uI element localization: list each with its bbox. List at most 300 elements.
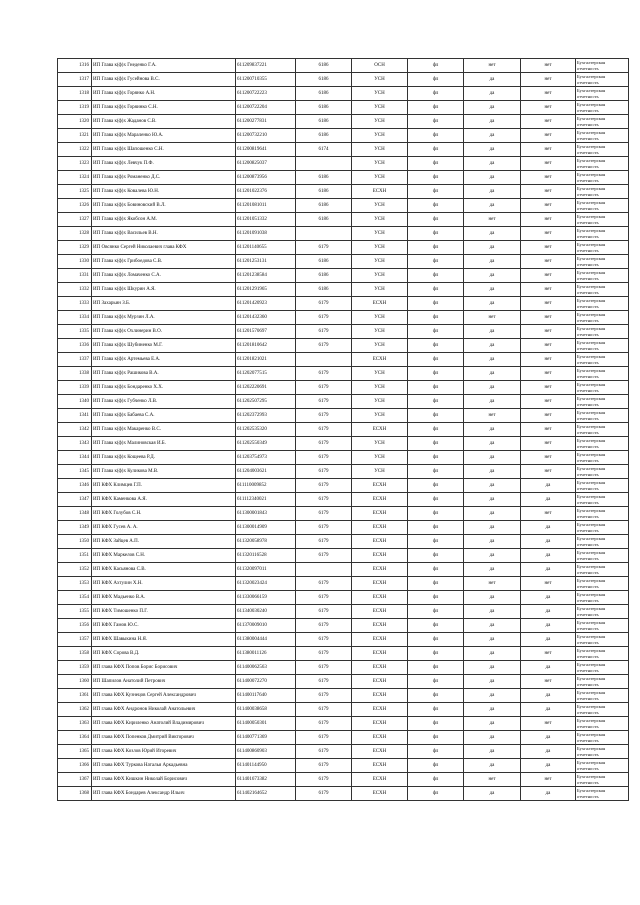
table-row	[58, 633, 629, 647]
name-cell: ИП Глава к(ф)х Шкурин А.Я.	[92, 283, 236, 297]
tax-regime-cell: ЕСХН	[352, 423, 408, 437]
row-number-cell: 1362	[58, 703, 92, 717]
table-row	[58, 381, 629, 395]
table-row	[58, 143, 629, 157]
report-type-cell: Бухгалтерская отчетность	[576, 311, 629, 325]
report-type-cell: Бухгалтерская отчетность	[576, 213, 629, 227]
person-type-cell: фл	[408, 535, 464, 549]
table-row	[58, 577, 629, 591]
code-cell: 6179	[296, 395, 352, 409]
row-number-cell: 1319	[58, 101, 92, 115]
inn-cell: 611203754973	[236, 451, 296, 465]
row-number-cell: 1341	[58, 409, 92, 423]
person-type-cell: фл	[408, 493, 464, 507]
flag-a-cell: да	[464, 521, 521, 535]
inn-cell: 611202220691	[236, 381, 296, 395]
row-number-cell: 1364	[58, 731, 92, 745]
flag-b-cell: да	[521, 535, 576, 549]
name-cell: ИП КФХ Мадьенко В.А.	[92, 591, 236, 605]
inn-cell: 611200825037	[236, 157, 296, 171]
row-number-cell: 1361	[58, 689, 92, 703]
code-cell: 6179	[296, 675, 352, 689]
inn-cell: 611320058978	[236, 535, 296, 549]
flag-a-cell: нет	[464, 213, 521, 227]
flag-b-cell: нет	[521, 297, 576, 311]
table-row	[58, 787, 629, 801]
table-row	[58, 199, 629, 213]
person-type-cell: фл	[408, 409, 464, 423]
code-cell: 6179	[296, 605, 352, 619]
name-cell: ИП Глава к(ф)х Якобсон А.М.	[92, 213, 236, 227]
table-row	[58, 731, 629, 745]
person-type-cell: фл	[408, 213, 464, 227]
tax-regime-cell: ОСН	[352, 59, 408, 73]
row-number-cell: 1347	[58, 493, 92, 507]
flag-b-cell: нет	[521, 227, 576, 241]
inn-cell: 611400072270	[236, 675, 296, 689]
row-number-cell: 1337	[58, 353, 92, 367]
flag-a-cell: да	[464, 563, 521, 577]
flag-a-cell: да	[464, 241, 521, 255]
row-number-cell: 1363	[58, 717, 92, 731]
report-type-cell: Бухгалтерская отчетность	[576, 157, 629, 171]
flag-a-cell: да	[464, 269, 521, 283]
person-type-cell: фл	[408, 199, 464, 213]
report-type-cell: Бухгалтерская отчетность	[576, 549, 629, 563]
tax-regime-cell: УСН	[352, 199, 408, 213]
tax-regime-cell: УСН	[352, 255, 408, 269]
flag-b-cell: да	[521, 759, 576, 773]
inn-cell: 611110009852	[236, 479, 296, 493]
flag-a-cell: да	[464, 255, 521, 269]
document-sheet	[57, 58, 629, 801]
table-row	[58, 227, 629, 241]
inn-cell: 611400038658	[236, 703, 296, 717]
name-cell: ИП Глава к(ф)х Бондаренко Х.Х.	[92, 381, 236, 395]
tax-regime-cell: ЕСХН	[352, 647, 408, 661]
tax-regime-cell: УСН	[352, 395, 408, 409]
code-cell: 6179	[296, 745, 352, 759]
report-type-cell: Бухгалтерская отчетность	[576, 521, 629, 535]
table-row	[58, 563, 629, 577]
person-type-cell: фл	[408, 423, 464, 437]
code-cell: 6179	[296, 577, 352, 591]
inn-cell: 611400771369	[236, 731, 296, 745]
name-cell: ИП Глава к(ф)х Васильев В.Н.	[92, 227, 236, 241]
code-cell: 6186	[296, 199, 352, 213]
code-cell	[296, 353, 352, 367]
person-type-cell: фл	[408, 479, 464, 493]
tax-regime-cell: ЕСХН	[352, 717, 408, 731]
table-row	[58, 647, 629, 661]
report-type-cell: Бухгалтерская отчетность	[576, 661, 629, 675]
inn-cell: 611201821021	[236, 353, 296, 367]
flag-b-cell: да	[521, 605, 576, 619]
row-number-cell: 1321	[58, 129, 92, 143]
records-table	[57, 58, 629, 801]
person-type-cell: фл	[408, 773, 464, 787]
tax-regime-cell: ЕСХН	[352, 787, 408, 801]
flag-a-cell: да	[464, 115, 521, 129]
flag-a-cell: да	[464, 647, 521, 661]
person-type-cell: фл	[408, 507, 464, 521]
flag-b-cell: да	[521, 787, 576, 801]
report-type-cell: Бухгалтерская отчетность	[576, 479, 629, 493]
flag-b-cell: да	[521, 479, 576, 493]
row-number-cell: 1365	[58, 745, 92, 759]
name-cell: ИП глава КФХ Козлов Юрий Игоревич	[92, 745, 236, 759]
tax-regime-cell: ЕСХН	[352, 703, 408, 717]
tax-regime-cell: УСН	[352, 311, 408, 325]
flag-a-cell: да	[464, 675, 521, 689]
report-type-cell: Бухгалтерская отчетность	[576, 423, 629, 437]
inn-cell: 611201570697	[236, 325, 296, 339]
code-cell: 6174	[296, 143, 352, 157]
report-type-cell: Бухгалтерская отчетность	[576, 591, 629, 605]
tax-regime-cell: УСН	[352, 171, 408, 185]
flag-a-cell: да	[464, 731, 521, 745]
report-type-cell: Бухгалтерская отчетность	[576, 325, 629, 339]
name-cell: ИП Глава к(ф)х Губченко Л.В.	[92, 395, 236, 409]
table-row	[58, 675, 629, 689]
flag-b-cell: нет	[521, 339, 576, 353]
code-cell: 6179	[296, 703, 352, 717]
report-type-cell: Бухгалтерская отчетность	[576, 689, 629, 703]
table-body	[58, 59, 629, 801]
row-number-cell: 1340	[58, 395, 92, 409]
table-row	[58, 535, 629, 549]
inn-cell: 611202535320	[236, 423, 296, 437]
person-type-cell: фл	[408, 115, 464, 129]
person-type-cell: фл	[408, 689, 464, 703]
table-row	[58, 759, 629, 773]
table-row	[58, 115, 629, 129]
name-cell: ИП Глава к(ф)х Романенко Д.С.	[92, 171, 236, 185]
name-cell: ИП Овсянко Сергей Николаевич глава КФХ	[92, 241, 236, 255]
table-row	[58, 549, 629, 563]
table-row	[58, 59, 629, 73]
flag-a-cell: да	[464, 353, 521, 367]
flag-a-cell: да	[464, 437, 521, 451]
flag-b-cell: нет	[521, 129, 576, 143]
tax-regime-cell: УСН	[352, 437, 408, 451]
person-type-cell: фл	[408, 605, 464, 619]
person-type-cell: фл	[408, 381, 464, 395]
table-row	[58, 395, 629, 409]
code-cell: 6179	[296, 437, 352, 451]
table-row	[58, 101, 629, 115]
flag-b-cell: нет	[521, 437, 576, 451]
name-cell: ИП глава КФХ Бондарев Александр Ильич	[92, 787, 236, 801]
tax-regime-cell: ЕСХН	[352, 353, 408, 367]
tax-regime-cell: ЕСХН	[352, 661, 408, 675]
flag-b-cell: нет	[521, 241, 576, 255]
code-cell: 6179	[296, 479, 352, 493]
row-number-cell: 1316	[58, 59, 92, 73]
row-number-cell: 1348	[58, 507, 92, 521]
table-row	[58, 367, 629, 381]
code-cell: 6179	[296, 367, 352, 381]
flag-b-cell: нет	[521, 577, 576, 591]
code-cell: 6186	[296, 269, 352, 283]
report-type-cell: Бухгалтерская отчетность	[576, 227, 629, 241]
row-number-cell: 1323	[58, 157, 92, 171]
flag-a-cell: да	[464, 605, 521, 619]
flag-a-cell: да	[464, 507, 521, 521]
table-row	[58, 213, 629, 227]
inn-cell: 611300001843	[236, 507, 296, 521]
flag-a-cell: да	[464, 101, 521, 115]
name-cell: ИП Глава к(ф)х Мараленко Ю.А.	[92, 129, 236, 143]
person-type-cell: фл	[408, 675, 464, 689]
code-cell: 6186	[296, 73, 352, 87]
person-type-cell: фл	[408, 157, 464, 171]
code-cell	[296, 227, 352, 241]
code-cell: 6179	[296, 339, 352, 353]
code-cell: 6186	[296, 87, 352, 101]
flag-b-cell: да	[521, 619, 576, 633]
table-row	[58, 157, 629, 171]
flag-a-cell: нет	[464, 311, 521, 325]
report-type-cell: Бухгалтерская отчетность	[576, 59, 629, 73]
code-cell: 6186	[296, 101, 352, 115]
code-cell: 6179	[296, 535, 352, 549]
tax-regime-cell: УСН	[352, 339, 408, 353]
inn-cell: 611201051332	[236, 213, 296, 227]
code-cell: 6179	[296, 507, 352, 521]
code-cell: 6186	[296, 213, 352, 227]
report-type-cell: Бухгалтерская отчетность	[576, 297, 629, 311]
person-type-cell: фл	[408, 521, 464, 535]
report-type-cell: Бухгалтерская отчетность	[576, 633, 629, 647]
report-type-cell: Бухгалтерская отчетность	[576, 563, 629, 577]
tax-regime-cell: УСН	[352, 157, 408, 171]
inn-cell: 611200873956	[236, 171, 296, 185]
table-row	[58, 311, 629, 325]
person-type-cell: фл	[408, 367, 464, 381]
flag-b-cell: да	[521, 745, 576, 759]
row-number-cell: 1343	[58, 437, 92, 451]
flag-a-cell: да	[464, 465, 521, 479]
flag-a-cell: да	[464, 703, 521, 717]
table-row	[58, 493, 629, 507]
inn-cell: 611300014909	[236, 521, 296, 535]
tax-regime-cell: УСН	[352, 367, 408, 381]
name-cell: ИП глава КФХ Туркова Наталья Аркадьевна	[92, 759, 236, 773]
row-number-cell: 1355	[58, 605, 92, 619]
name-cell: ИП глава КФХ Кириленко Анатолий Владимирович	[92, 717, 236, 731]
name-cell: ИП Глава к(ф)х Артемьева Е.А.	[92, 353, 236, 367]
row-number-cell: 1333	[58, 297, 92, 311]
flag-a-cell: да	[464, 745, 521, 759]
row-number-cell: 1331	[58, 269, 92, 283]
name-cell: ИП КФХ Каменкова А.Я.	[92, 493, 236, 507]
report-type-cell: Бухгалтерская отчетность	[576, 451, 629, 465]
table-row	[58, 171, 629, 185]
person-type-cell: фл	[408, 255, 464, 269]
inn-cell: 611402164652	[236, 787, 296, 801]
name-cell: ИП Глава к(ф)х Бовиновский В.Л.	[92, 199, 236, 213]
code-cell: 6179	[296, 633, 352, 647]
tax-regime-cell: УСН	[352, 451, 408, 465]
name-cell: ИП Глава к(ф)х Макаренко В.С.	[92, 423, 236, 437]
person-type-cell: фл	[408, 465, 464, 479]
report-type-cell: Бухгалтерская отчетность	[576, 745, 629, 759]
report-type-cell: Бухгалтерская отчетность	[576, 409, 629, 423]
inn-cell: 611200819641	[236, 143, 296, 157]
person-type-cell: фл	[408, 339, 464, 353]
person-type-cell: фл	[408, 619, 464, 633]
row-number-cell: 1352	[58, 563, 92, 577]
flag-a-cell: да	[464, 171, 521, 185]
flag-b-cell: да	[521, 661, 576, 675]
tax-regime-cell: ЕСХН	[352, 493, 408, 507]
code-cell: 6179	[296, 325, 352, 339]
table-row	[58, 297, 629, 311]
inn-cell: 611340030240	[236, 605, 296, 619]
table-row	[58, 185, 629, 199]
person-type-cell: фл	[408, 591, 464, 605]
row-number-cell: 1320	[58, 115, 92, 129]
person-type-cell: фл	[408, 101, 464, 115]
person-type-cell: фл	[408, 437, 464, 451]
report-type-cell: Бухгалтерская отчетность	[576, 255, 629, 269]
name-cell: ИП Глава к(ф)х Левчук П.Ф.	[92, 157, 236, 171]
row-number-cell: 1338	[58, 367, 92, 381]
tax-regime-cell: ЕСХН	[352, 745, 408, 759]
inn-cell: 611320116528	[236, 549, 296, 563]
name-cell: ИП Глава к(ф)х Шубиненко М.Г.	[92, 339, 236, 353]
report-type-cell: Бухгалтерская отчетность	[576, 339, 629, 353]
report-type-cell: Бухгалтерская отчетность	[576, 605, 629, 619]
name-cell: ИП КФХ Голубов С.Н.	[92, 507, 236, 521]
table-row	[58, 619, 629, 633]
code-cell: 6186	[296, 283, 352, 297]
inn-cell: 611330066159	[236, 591, 296, 605]
row-number-cell: 1353	[58, 577, 92, 591]
row-number-cell: 1349	[58, 521, 92, 535]
flag-a-cell: да	[464, 157, 521, 171]
name-cell: ИП КФХ Сорова В.Д.	[92, 647, 236, 661]
tax-regime-cell: УСН	[352, 325, 408, 339]
row-number-cell: 1318	[58, 87, 92, 101]
name-cell: ИП Глава к(ф)х Рашикова В.А.	[92, 367, 236, 381]
flag-b-cell: нет	[521, 367, 576, 381]
name-cell: ИП Глава к(ф)х Ковалева Ю.Н.	[92, 185, 236, 199]
person-type-cell: фл	[408, 297, 464, 311]
name-cell: ИП КФХ Гусев А. А.	[92, 521, 236, 535]
flag-b-cell: нет	[521, 73, 576, 87]
tax-regime-cell: ЕСХН	[352, 185, 408, 199]
inn-cell: 611202550349	[236, 437, 296, 451]
report-type-cell: Бухгалтерская отчетность	[576, 577, 629, 591]
inn-cell: 611209837221	[236, 59, 296, 73]
flag-a-cell: да	[464, 479, 521, 493]
flag-b-cell: нет	[521, 255, 576, 269]
flag-b-cell: да	[521, 591, 576, 605]
person-type-cell: фл	[408, 661, 464, 675]
tax-regime-cell: УСН	[352, 241, 408, 255]
report-type-cell: Бухгалтерская отчетность	[576, 717, 629, 731]
code-cell: 6186	[296, 59, 352, 73]
table-row	[58, 465, 629, 479]
flag-b-cell: нет	[521, 213, 576, 227]
report-type-cell: Бухгалтерская отчетность	[576, 171, 629, 185]
row-number-cell: 1332	[58, 283, 92, 297]
inn-cell: 611201420923	[236, 297, 296, 311]
report-type-cell: Бухгалтерская отчетность	[576, 493, 629, 507]
table-row	[58, 437, 629, 451]
tax-regime-cell: ЕСХН	[352, 731, 408, 745]
report-type-cell: Бухгалтерская отчетность	[576, 73, 629, 87]
row-number-cell: 1368	[58, 787, 92, 801]
tax-regime-cell: ЕСХН	[352, 773, 408, 787]
name-cell: ИП КФХ Гамов Ю.С.	[92, 619, 236, 633]
name-cell: ИП Глава к(ф)х Охлинерин В.О.	[92, 325, 236, 339]
flag-a-cell: да	[464, 423, 521, 437]
person-type-cell: фл	[408, 171, 464, 185]
code-cell: 6179	[296, 787, 352, 801]
flag-a-cell: да	[464, 493, 521, 507]
inn-cell: 611201810642	[236, 339, 296, 353]
flag-b-cell: нет	[521, 381, 576, 395]
table-row	[58, 661, 629, 675]
row-number-cell: 1350	[58, 535, 92, 549]
flag-b-cell: нет	[521, 283, 576, 297]
person-type-cell: фл	[408, 269, 464, 283]
name-cell: ИП Глава к(ф)х Шапошенко С.Н.	[92, 143, 236, 157]
tax-regime-cell: ЕСХН	[352, 605, 408, 619]
inn-cell: 611400860903	[236, 745, 296, 759]
inn-cell: 611201253131	[236, 255, 296, 269]
inn-cell: 611201291965	[236, 283, 296, 297]
tax-regime-cell: ЕСХН	[352, 591, 408, 605]
name-cell: ИП Глава к(ф)х Малиновская И.Б.	[92, 437, 236, 451]
name-cell: ИП КФХ Маркелов С.Н.	[92, 549, 236, 563]
table-row	[58, 409, 629, 423]
tax-regime-cell: УСН	[352, 143, 408, 157]
table-row	[58, 507, 629, 521]
flag-b-cell: нет	[521, 325, 576, 339]
tax-regime-cell: УСН	[352, 101, 408, 115]
flag-b-cell: да	[521, 689, 576, 703]
row-number-cell: 1345	[58, 465, 92, 479]
person-type-cell: фл	[408, 59, 464, 73]
code-cell: 6179	[296, 689, 352, 703]
table-row	[58, 717, 629, 731]
inn-cell: 611400050301	[236, 717, 296, 731]
flag-a-cell: да	[464, 451, 521, 465]
flag-b-cell: нет	[521, 409, 576, 423]
table-row	[58, 605, 629, 619]
flag-b-cell: да	[521, 703, 576, 717]
name-cell: ИП Глава к(ф)х Грибоедова С.В.	[92, 255, 236, 269]
flag-b-cell: нет	[521, 465, 576, 479]
code-cell: 6179	[296, 591, 352, 605]
tax-regime-cell: УСН	[352, 129, 408, 143]
row-number-cell: 1329	[58, 241, 92, 255]
flag-b-cell: да	[521, 521, 576, 535]
code-cell: 6186	[296, 115, 352, 129]
code-cell: 6179	[296, 451, 352, 465]
flag-a-cell: да	[464, 283, 521, 297]
inn-cell: 611200722204	[236, 101, 296, 115]
inn-cell: 611112340021	[236, 493, 296, 507]
flag-b-cell: нет	[521, 171, 576, 185]
tax-regime-cell: ЕСХН	[352, 759, 408, 773]
flag-b-cell: нет	[521, 675, 576, 689]
code-cell: 6179	[296, 521, 352, 535]
